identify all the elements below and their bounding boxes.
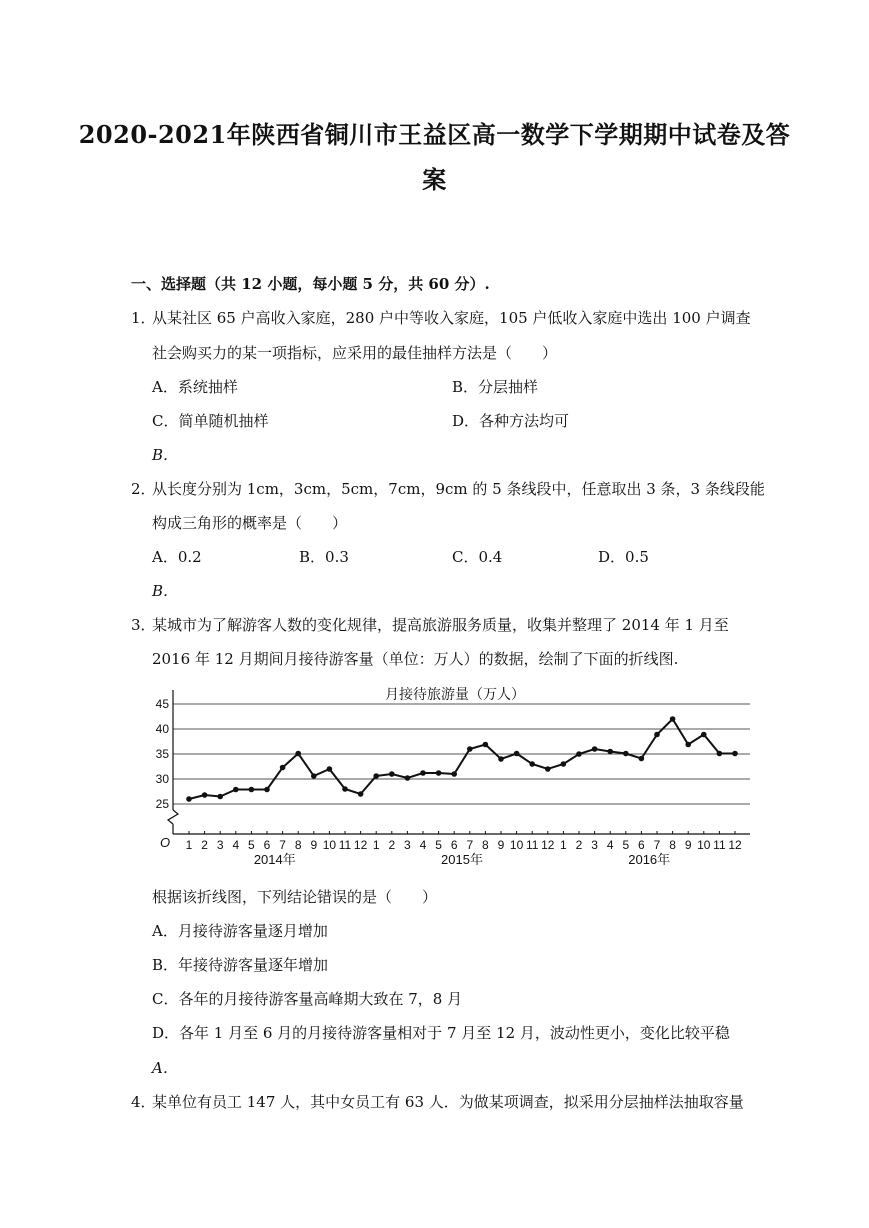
data-point <box>701 732 707 738</box>
x-tick-label: 4 <box>232 838 240 852</box>
question-1-stem-line-1: 从某社区 65 户高收入家庭，280 户中等收入家庭，105 户低收入家庭中选出 100 户调查 <box>152 309 751 327</box>
data-point <box>249 787 255 793</box>
question-1-option-a: A．系统抽样 <box>152 378 238 396</box>
question-3-number: 3． <box>131 616 156 634</box>
data-point <box>373 773 379 779</box>
y-tick-label-25: 25 <box>155 797 169 811</box>
x-tick-label: 2 <box>575 838 583 852</box>
page-title-line-2: 案 <box>422 165 447 194</box>
question-2-option-d: D．0.5 <box>598 548 649 566</box>
data-point <box>358 791 364 797</box>
question-1-stem-line-2: 社会购买力的某一项指标，应采用的最佳抽样方法是（ ） <box>152 344 558 362</box>
data-point <box>639 756 645 762</box>
x-tick-label: 2 <box>388 838 396 852</box>
data-point <box>576 751 582 757</box>
x-tick-label: 6 <box>638 838 645 852</box>
y-tick-label-40: 40 <box>155 722 169 736</box>
x-tick-label: 10 <box>322 838 337 852</box>
x-tick-label: 3 <box>404 838 411 852</box>
data-point <box>514 751 520 757</box>
question-1-number: 1． <box>131 309 156 327</box>
x-tick-label: 5 <box>248 838 255 852</box>
x-tick-label: 12 <box>541 838 555 852</box>
x-tick-label: 9 <box>684 838 692 852</box>
data-point <box>280 765 286 771</box>
x-tick-label: 9 <box>310 838 318 852</box>
x-tick-label: 10 <box>509 838 524 852</box>
data-point <box>436 770 442 776</box>
data-point <box>592 746 598 752</box>
question-2-stem-line-1: 从长度分别为 1cm，3cm，5cm，7cm，9cm 的 5 条线段中，任意取出 3 条，3 条线段能 <box>152 480 765 498</box>
x-tick-label: 6 <box>263 838 271 852</box>
x-tick-label: 11 <box>713 838 726 852</box>
x-tick-label: 8 <box>294 838 302 852</box>
question-2-option-b: B．0.3 <box>299 548 349 566</box>
data-point <box>420 770 426 776</box>
year-label: 2015年 <box>441 852 483 867</box>
question-3-option-d: D．各年 1 月至 6 月的月接待游客量相对于 7 月至 12 月，波动性更小，变化比较平稳 <box>152 1024 730 1042</box>
question-2-answer: B． <box>152 582 179 600</box>
question-1-option-c: C．简单随机抽样 <box>152 412 269 430</box>
x-tick-label: 12 <box>353 838 368 852</box>
year-label: 2014年 <box>253 852 296 867</box>
data-point <box>186 796 192 802</box>
y-tick-label-45: 45 <box>155 697 169 711</box>
x-tick-label: 7 <box>279 838 286 852</box>
question-3-option-b: B．年接待游客量逐年增加 <box>152 956 329 974</box>
x-tick-label: 11 <box>525 838 539 852</box>
question-3-stem-line-1: 某城市为了解游客人数的变化规律，提高旅游服务质量，收集并整理了 2014 年 1 月至 <box>152 616 729 634</box>
data-point <box>342 786 348 792</box>
data-point <box>405 775 411 781</box>
data-point <box>451 771 457 777</box>
data-point <box>467 746 473 752</box>
y-axis-break <box>168 810 178 824</box>
data-point <box>311 773 317 779</box>
x-tick-label: 4 <box>419 838 427 852</box>
data-point <box>685 742 691 748</box>
data-point <box>498 756 504 762</box>
x-tick-label: 11 <box>338 838 352 852</box>
page-title-line-1: 2020-2021年陕西省铜川市王益区高一数学下学期期中试卷及答 <box>78 120 791 149</box>
x-tick-label: 5 <box>622 838 630 852</box>
x-tick-label: 8 <box>669 838 676 852</box>
question-3-answer: A． <box>152 1059 178 1077</box>
question-1-option-b: B．分层抽样 <box>452 378 539 396</box>
question-3-option-c: C．各年的月接待游客量高峰期大致在 7，8 月 <box>152 990 463 1008</box>
data-point <box>389 771 395 777</box>
data-point <box>529 761 535 767</box>
chart-year-labels <box>254 852 670 867</box>
x-tick-label: 6 <box>450 838 458 852</box>
tourism-line-chart <box>155 682 760 872</box>
question-3-chart-prompt: 根据该折线图，下列结论错误的是（ ） <box>152 888 438 906</box>
data-point <box>217 794 223 800</box>
chart-y-ticks <box>156 697 170 811</box>
data-point <box>295 751 301 757</box>
data-point <box>732 751 738 757</box>
x-tick-label: 12 <box>728 838 742 852</box>
question-2-stem-line-2: 构成三角形的概率是（ ） <box>152 514 348 532</box>
data-point <box>607 749 613 755</box>
chart-origin-label: O <box>160 835 171 850</box>
x-tick-label: 3 <box>216 838 224 852</box>
data-point <box>717 751 723 757</box>
data-point <box>670 716 676 722</box>
x-tick-label: 1 <box>372 838 380 852</box>
data-point <box>264 787 270 793</box>
x-tick-label: 8 <box>482 838 489 852</box>
x-tick-label: 1 <box>185 838 193 852</box>
question-3-option-a: A．月接待游客量逐月增加 <box>152 922 328 940</box>
data-point <box>233 787 239 793</box>
x-tick-label: 4 <box>606 838 614 852</box>
data-point <box>654 732 660 738</box>
data-point <box>483 742 489 748</box>
chart-title: 月接待旅游量（万人） <box>385 686 525 702</box>
x-tick-label: 2 <box>201 838 208 852</box>
data-point <box>545 766 551 772</box>
question-4-stem-line-1: 某单位有员工 147 人，其中女员工有 63 人．为做某项调查，拟采用分层抽样法抽取容量 <box>152 1093 744 1111</box>
question-2-number: 2． <box>131 480 156 498</box>
y-tick-label-35: 35 <box>155 747 169 761</box>
question-2-option-a: A．0.2 <box>152 548 202 566</box>
x-tick-label: 9 <box>497 838 505 852</box>
section-heading: 一、选择题（共 12 小题，每小题 5 分，共 60 分）. <box>131 275 490 293</box>
x-tick-label: 7 <box>653 838 661 852</box>
data-point <box>327 766 333 772</box>
question-2-option-c: C．0.4 <box>452 548 503 566</box>
x-tick-label: 3 <box>591 838 598 852</box>
chart-axes <box>168 690 750 834</box>
data-point <box>202 792 208 798</box>
question-4-number: 4． <box>131 1093 156 1111</box>
x-tick-label: 10 <box>697 838 711 852</box>
question-1-option-d: D．各种方法均可 <box>452 412 570 430</box>
x-tick-label: 1 <box>560 838 567 852</box>
year-label: 2016年 <box>628 852 671 867</box>
series-line <box>189 719 735 799</box>
x-tick-label: 5 <box>435 838 442 852</box>
x-tick-label: 7 <box>466 838 474 852</box>
data-point <box>561 761 567 767</box>
y-tick-label-30: 30 <box>155 772 169 786</box>
question-1-answer: B． <box>152 446 179 464</box>
question-3-stem-line-2: 2016 年 12 月期间月接待游客量（单位：万人）的数据，绘制了下面的折线图. <box>152 650 679 668</box>
data-point <box>623 751 629 757</box>
